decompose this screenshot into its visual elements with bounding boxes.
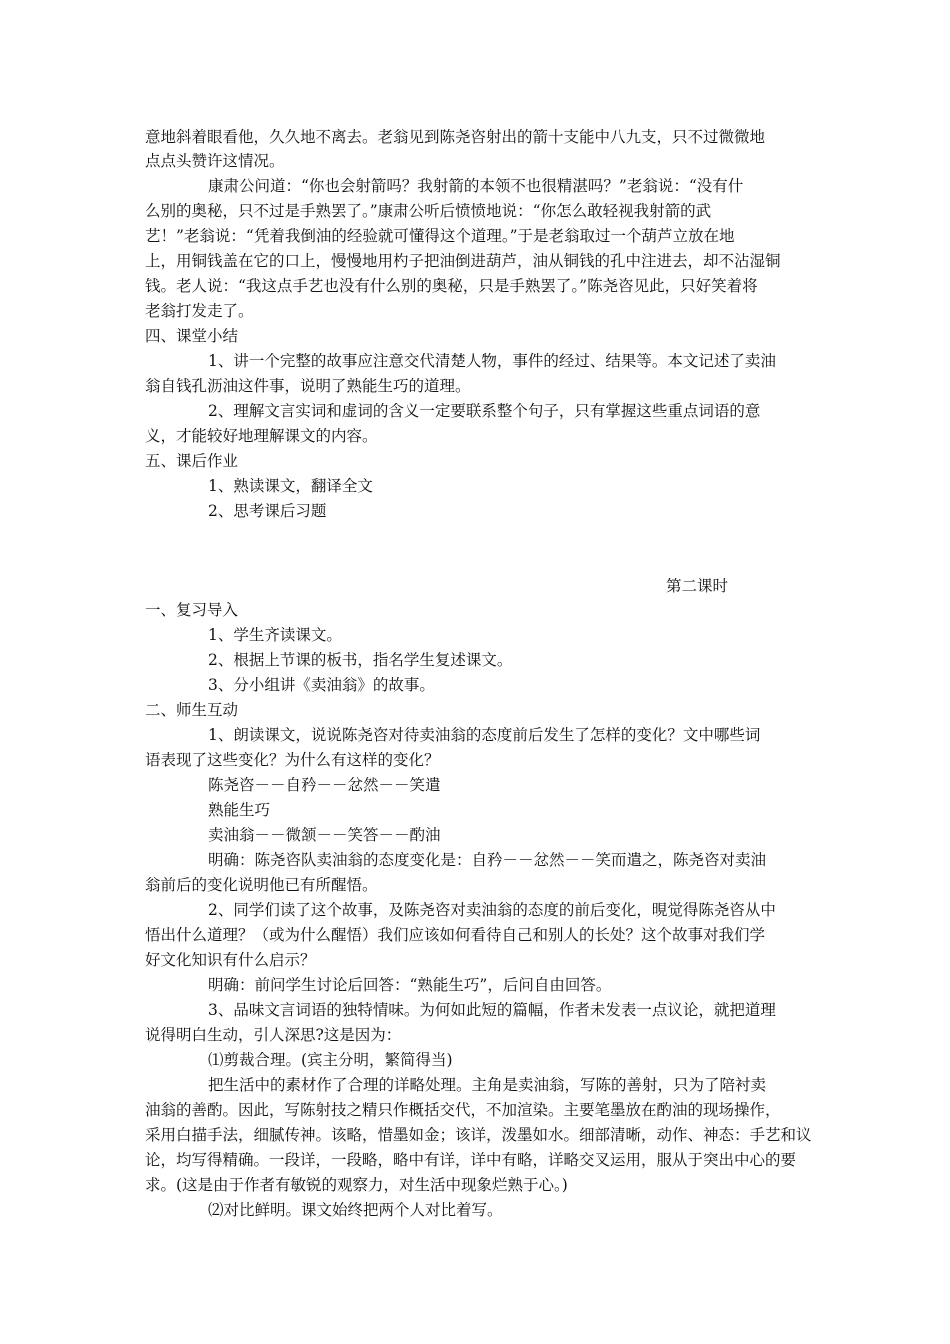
text-line: 点点头赞许这情况。 [145, 152, 285, 170]
text-line: 油翁的善酌。因此，写陈射技之精只作概括交代，不加渲染。主要笔墨放在酌油的现场操作， [145, 1101, 781, 1119]
text-line: 卖油翁－－微颔－－笑答－－酌油 [208, 826, 441, 844]
text-line: 求。(这是由于作者有敏锐的观察力，对生活中现象烂熟于心。) [145, 1176, 568, 1194]
text-line: 钱。老人说：“我这点手艺也没有什么别的奥秘，只是手熟罢了。”陈尧咨见此，只好笑着将 [145, 277, 758, 295]
text-line: 好文化知识有什么启示？ [145, 951, 316, 969]
text-line: ⑵对比鲜明。课文始终把两个人对比着写。 [208, 1201, 503, 1219]
text-line: 把生活中的素材作了合理的详略处理。主角是卖油翁，写陈的善射，只为了陪衬卖 [208, 1076, 767, 1094]
section-heading: 一、复习导入 [145, 601, 239, 619]
text-line: 康肃公问道：“你也会射箭吗？我射箭的本领不也很精湛吗？”老翁说：“没有什 [208, 177, 744, 195]
text-line: 2、同学们读了这个故事，及陈尧咨对卖油翁的态度的前后变化，晛觉得陈尧咨从中 [208, 901, 776, 919]
text-line: 翁前后的变化说明他已有所醒悟。 [145, 876, 378, 894]
text-line: 1、熟读课文，翻译全文 [208, 477, 373, 495]
text-line: 3、分小组讲《卖油翁》的故事。 [208, 676, 435, 694]
text-line: 熟能生巧 [208, 801, 271, 819]
text-line: 陈尧咨－－自矜－－忿然－－笑遣 [208, 776, 441, 794]
text-line: 义，才能较好地理解课文的内容。 [145, 427, 378, 445]
text-line: 老翁打发走了。 [145, 302, 254, 320]
text-line: 采用白描手法，细腻传神。该略，惜墨如金；该详，泼墨如水。细部清晰，动作、神态：手艺和议 [145, 1126, 812, 1144]
lesson-title: 第二课时 [666, 577, 729, 595]
section-heading: 二、师生互动 [145, 701, 239, 719]
text-line: 翁自钱孔沥油这件事，说明了熟能生巧的道理。 [145, 377, 471, 395]
text-line: 说得明白生动，引人深思?这是因为： [145, 1026, 402, 1044]
text-line: 上，用铜钱盖在它的口上，慢慢地用杓子把油倒进葫芦，油从铜钱的孔中注进去，却不沾湿铜 [145, 252, 781, 270]
text-line: 么别的奥秘，只不过是手熟罢了。”康肃公听后愤愤地说：“你怎么敢轻视我射箭的武 [145, 202, 712, 220]
text-line: 1、学生齐读课文。 [208, 626, 342, 644]
text-line: 2、理解文言实词和虚词的含义一定要联系整个句子，只有掌握这些重点词语的意 [208, 402, 761, 420]
text-line: 明确：前问学生讨论后回答：“熟能生巧”，后问自由回答。 [208, 976, 612, 994]
text-line: 1、讲一个完整的故事应注意交代清楚人物，事件的经过、结果等。本文记述了卖油 [208, 352, 776, 370]
text-line: 2、根据上节课的板书，指名学生复述课文。 [208, 651, 513, 669]
text-line: 语表现了这些变化？为什么有这样的变化？ [145, 751, 440, 769]
text-line: 论，均写得精确。一段详，一段略，略中有详，详中有略，详略交叉运用，服从于突出中心的要 [145, 1151, 797, 1169]
section-heading: 四、课堂小结 [145, 327, 239, 345]
text-line: 3、品味文言词语的独特情味。为何如此短的篇幅，作者未发表一点议论，就把道理 [208, 1001, 776, 1019]
text-line: ⑴剪裁合理。(宾主分明，繁简得当) [208, 1051, 453, 1069]
text-line: 意地斜着眼看他，久久地不离去。老翁见到陈尧咨射出的箭十支能中八九支，只不过微微地 [145, 128, 766, 146]
text-line: 悟出什么道理？（或为什么醒悟）我们应该如何看待自己和别人的长处？这个故事对我们学 [145, 926, 766, 944]
text-line: 1、朗读课文，说说陈尧咨对待卖油翁的态度前后发生了怎样的变化？文中哪些词 [208, 726, 761, 744]
text-line: 2、思考课后习题 [208, 502, 327, 520]
section-heading: 五、课后作业 [145, 452, 239, 470]
text-line: 艺！”老翁说：“凭着我倒油的经验就可懂得这个道理。”于是老翁取过一个葫芦立放在地 [145, 227, 735, 245]
text-line: 明确：陈尧咨队卖油翁的态度变化是：自矜－－忿然－－笑而遣之，陈尧咨对卖油 [208, 851, 767, 869]
